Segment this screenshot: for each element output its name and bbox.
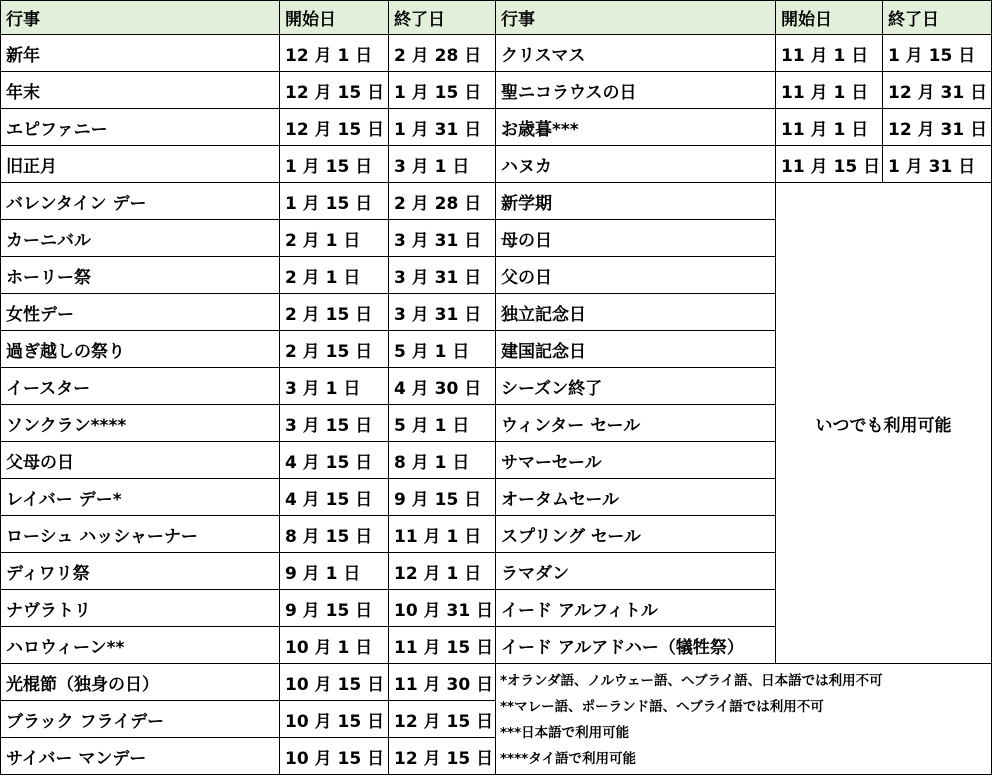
event-cell: ウィンター セール bbox=[496, 405, 776, 442]
event-cell: イード アルフィトル bbox=[496, 590, 776, 627]
end-date-cell: 10 月 31 日 bbox=[389, 590, 496, 627]
start-date-cell: 4 月 15 日 bbox=[280, 479, 389, 516]
end-date-cell: 1 月 15 日 bbox=[883, 35, 992, 72]
start-date-cell: 12 月 15 日 bbox=[280, 72, 389, 109]
event-cell: ハヌカ bbox=[496, 146, 776, 183]
event-cell: 年末 bbox=[1, 72, 280, 109]
end-date-cell: 2 月 28 日 bbox=[389, 183, 496, 220]
event-cell: イースター bbox=[1, 368, 280, 405]
start-date-cell: 10 月 15 日 bbox=[280, 701, 389, 738]
start-date-cell: 9 月 1 日 bbox=[280, 553, 389, 590]
event-cell: ナヴラトリ bbox=[1, 590, 280, 627]
start-date-cell: 8 月 15 日 bbox=[280, 516, 389, 553]
event-cell: お歳暮*** bbox=[496, 109, 776, 146]
event-cell: スプリング セール bbox=[496, 516, 776, 553]
end-date-cell: 3 月 31 日 bbox=[389, 294, 496, 331]
end-date-cell: 3 月 1 日 bbox=[389, 146, 496, 183]
event-cell: 父の日 bbox=[496, 257, 776, 294]
end-date-cell: 11 月 15 日 bbox=[389, 627, 496, 664]
end-date-cell: 5 月 1 日 bbox=[389, 331, 496, 368]
footnote: **マレー語、ポーランド語、ヘブライ語では利用不可 bbox=[500, 699, 824, 715]
event-cell: 独立記念日 bbox=[496, 294, 776, 331]
footnote: *オランダ語、ノルウェー語、ヘブライ語、日本語では利用不可 bbox=[500, 673, 883, 689]
event-cell: 過ぎ越しの祭り bbox=[1, 331, 280, 368]
event-cell: サマーセール bbox=[496, 442, 776, 479]
header-start-right: 開始日 bbox=[776, 1, 883, 35]
start-date-cell: 2 月 15 日 bbox=[280, 331, 389, 368]
header-event-right: 行事 bbox=[496, 1, 776, 35]
end-date-cell: 9 月 15 日 bbox=[389, 479, 496, 516]
event-cell: 女性デー bbox=[1, 294, 280, 331]
table-row bbox=[1, 72, 992, 109]
start-date-cell: 9 月 15 日 bbox=[280, 590, 389, 627]
event-cell: 新年 bbox=[1, 35, 280, 72]
event-cell: ホーリー祭 bbox=[1, 257, 280, 294]
end-date-cell: 12 月 15 日 bbox=[389, 738, 496, 775]
event-cell: 光棍節（独身の日） bbox=[1, 664, 280, 701]
start-date-cell: 11 月 1 日 bbox=[776, 72, 883, 109]
event-cell: オータムセール bbox=[496, 479, 776, 516]
footnote: ***日本語で利用可能 bbox=[500, 725, 630, 741]
header-end-right: 終了日 bbox=[883, 1, 992, 35]
end-date-cell: 12 月 31 日 bbox=[883, 109, 992, 146]
event-cell: サイバー マンデー bbox=[1, 738, 280, 775]
event-cell: ラマダン bbox=[496, 553, 776, 590]
table-row bbox=[1, 664, 992, 701]
end-date-cell: 1 月 31 日 bbox=[389, 109, 496, 146]
start-date-cell: 11 月 1 日 bbox=[776, 109, 883, 146]
event-cell: ローシュ ハッシャーナー bbox=[1, 516, 280, 553]
start-date-cell: 12 月 1 日 bbox=[280, 35, 389, 72]
event-cell: 新学期 bbox=[496, 183, 776, 220]
header-start-left: 開始日 bbox=[280, 1, 389, 35]
end-date-cell: 2 月 28 日 bbox=[389, 35, 496, 72]
start-date-cell: 3 月 1 日 bbox=[280, 368, 389, 405]
table-row bbox=[1, 183, 992, 220]
start-date-cell: 10 月 1 日 bbox=[280, 627, 389, 664]
start-date-cell: 4 月 15 日 bbox=[280, 442, 389, 479]
end-date-cell: 12 月 15 日 bbox=[389, 701, 496, 738]
anytime-available-cell: いつでも利用可能 bbox=[776, 183, 992, 664]
start-date-cell: 1 月 15 日 bbox=[280, 146, 389, 183]
table-row bbox=[1, 35, 992, 72]
event-cell: 父母の日 bbox=[1, 442, 280, 479]
start-date-cell: 10 月 15 日 bbox=[280, 738, 389, 775]
end-date-cell: 12 月 1 日 bbox=[389, 553, 496, 590]
end-date-cell: 5 月 1 日 bbox=[389, 405, 496, 442]
start-date-cell: 2 月 1 日 bbox=[280, 220, 389, 257]
event-cell: バレンタイン デー bbox=[1, 183, 280, 220]
event-cell: シーズン終了 bbox=[496, 368, 776, 405]
event-cell: ハロウィーン** bbox=[1, 627, 280, 664]
end-date-cell: 12 月 31 日 bbox=[883, 72, 992, 109]
table-row bbox=[1, 146, 992, 183]
event-cell: 旧正月 bbox=[1, 146, 280, 183]
end-date-cell: 4 月 30 日 bbox=[389, 368, 496, 405]
event-cell: ブラック フライデー bbox=[1, 701, 280, 738]
event-cell: ソンクラン**** bbox=[1, 405, 280, 442]
header-end-left: 終了日 bbox=[389, 1, 496, 35]
start-date-cell: 12 月 15 日 bbox=[280, 109, 389, 146]
event-cell: レイバー デー* bbox=[1, 479, 280, 516]
end-date-cell: 1 月 31 日 bbox=[883, 146, 992, 183]
end-date-cell: 8 月 1 日 bbox=[389, 442, 496, 479]
end-date-cell: 11 月 1 日 bbox=[389, 516, 496, 553]
header-event-left: 行事 bbox=[1, 1, 280, 35]
event-cell: カーニバル bbox=[1, 220, 280, 257]
start-date-cell: 1 月 15 日 bbox=[280, 183, 389, 220]
event-cell: エピファニー bbox=[1, 109, 280, 146]
start-date-cell: 11 月 1 日 bbox=[776, 35, 883, 72]
footnotes-cell bbox=[496, 664, 992, 775]
start-date-cell: 11 月 15 日 bbox=[776, 146, 883, 183]
header-row bbox=[1, 1, 992, 35]
start-date-cell: 10 月 15 日 bbox=[280, 664, 389, 701]
event-cell: イード アルアドハー（犠牲祭） bbox=[496, 627, 776, 664]
start-date-cell: 2 月 15 日 bbox=[280, 294, 389, 331]
event-cell: ディワリ祭 bbox=[1, 553, 280, 590]
event-cell: 母の日 bbox=[496, 220, 776, 257]
event-cell: 聖ニコラウスの日 bbox=[496, 72, 776, 109]
end-date-cell: 3 月 31 日 bbox=[389, 257, 496, 294]
start-date-cell: 2 月 1 日 bbox=[280, 257, 389, 294]
end-date-cell: 11 月 30 日 bbox=[389, 664, 496, 701]
footnote: ****タイ語で利用可能 bbox=[500, 751, 636, 767]
end-date-cell: 1 月 15 日 bbox=[389, 72, 496, 109]
event-cell: クリスマス bbox=[496, 35, 776, 72]
event-cell: 建国記念日 bbox=[496, 331, 776, 368]
end-date-cell: 3 月 31 日 bbox=[389, 220, 496, 257]
start-date-cell: 3 月 15 日 bbox=[280, 405, 389, 442]
table-row bbox=[1, 109, 992, 146]
